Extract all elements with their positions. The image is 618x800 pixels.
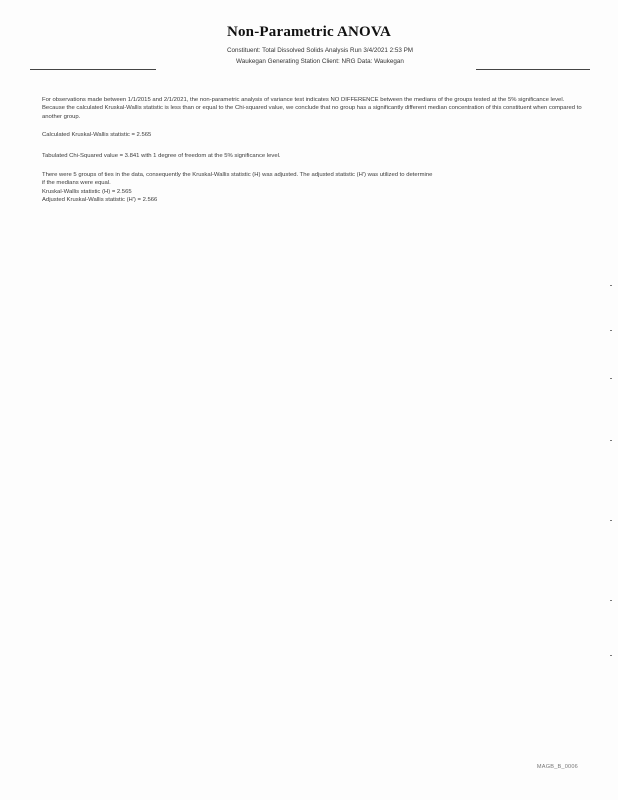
scan-edge-mark <box>610 600 612 601</box>
conclusion-paragraph: For observations made between 1/1/2015 and 2/1/2021, the non-parametric analysis of variance test indicates NO DIFFERENCE between the medians of the groups tested at the 5% significance level. Because the calculated Kruskal-Wallis statistic is less than or equal to the Chi-squared value, we conclude that no group has a significantly different median concentration of this constituent when compared to another group. <box>42 97 582 120</box>
header-rule-right <box>476 69 590 70</box>
scan-edge-mark <box>610 440 612 441</box>
document-title: Non-Parametric ANOVA <box>226 24 392 40</box>
scan-edge-mark <box>610 520 612 521</box>
scan-edge-mark <box>610 330 612 331</box>
adjusted-kruskal-wallis-statistic: Adjusted Kruskal-Wallis statistic (H') = 2.566 <box>42 197 158 204</box>
ties-section <box>42 171 582 205</box>
kruskal-wallis-statistic: Kruskal-Wallis statistic (H) = 2.565 <box>42 188 132 195</box>
scan-edge-mark <box>610 655 612 656</box>
calculated-statistic: Calculated Kruskal-Wallis statistic = 2.565 <box>42 132 152 138</box>
scan-edge-mark <box>610 378 612 379</box>
ties-line-2: if the medians were equal. <box>42 180 111 187</box>
ties-line-1: There were 5 groups of ties in the data, consequently the Kruskal-Wallis statistic (H) was adjusted. The adjusted statistic (H') was utilized to determine <box>42 172 433 178</box>
document-id-stamp: MAGB_B_0006 <box>536 764 578 770</box>
tabulated-chi-squared: Tabulated Chi-Squared value = 3.841 with 1 degree of freedom at the 5% significance level. <box>42 153 281 159</box>
analysis-header-line: Constituent: Total Dissolved Solids Analysis Run 3/4/2021 2:53 PM <box>226 47 414 54</box>
header-rule-left <box>30 69 156 70</box>
scan-edge-mark <box>610 285 612 286</box>
site-header-line: Waukegan Generating Station Client: NRG Data: Waukegan <box>236 58 404 65</box>
